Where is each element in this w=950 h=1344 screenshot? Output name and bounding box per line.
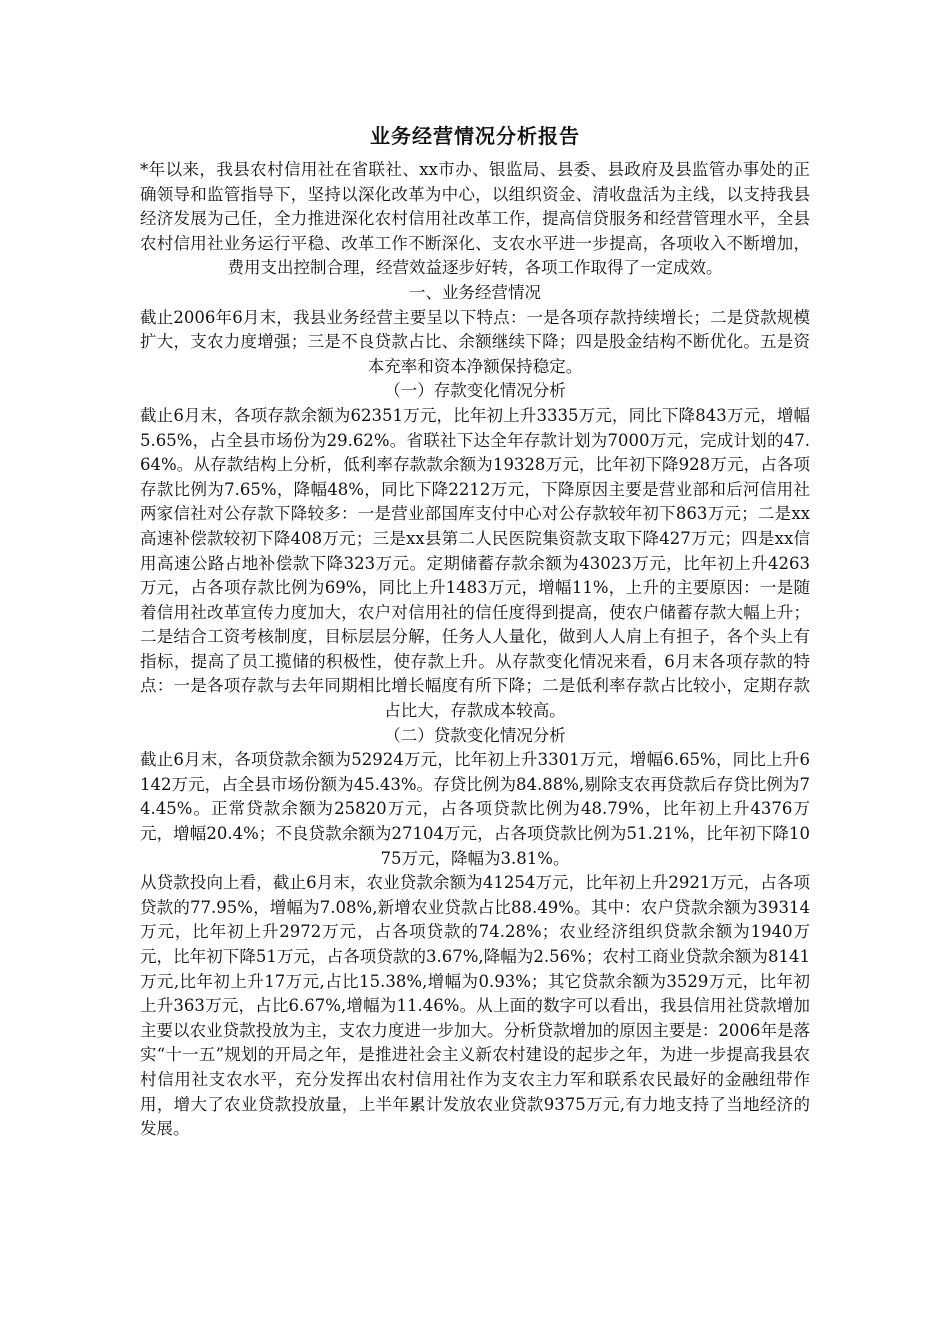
subsection-heading-deposits: （一）存款变化情况分析: [384, 381, 566, 401]
section-heading-business: 一、业务经营情况: [409, 282, 541, 302]
intro-paragraph: *年以来，我县农村信用社在省联社、xx市办、银监局、县委、县政府及县监管办事处的正确领导和监管指导下，坚持以深化改革为中心，以组织资金、清收盘活为主线，以支持我县经济发展为己任，全力推进深化农村信用社改革工作，提高信贷服务和经营管理水平，全县农村信用社业务运行平稳、改革工作不断深化、支农水平进一步提高，各项收入不断增加，费用支出控制合理，经营效益逐步好转，各项工作取得了一定成效。: [140, 160, 810, 278]
section-paragraph-business: 截止2006年6月末，我县业务经营主要呈以下特点：一是各项存款持续增长；二是贷款规模扩大，支农力度增强；三是不良贷款占比、余额继续下降；四是股金结构不断优化。五是资本充率和资本净额保持稳定。: [140, 307, 810, 376]
document-title: 业务经营情况分析报告: [370, 124, 580, 148]
subsection-paragraph-loans-summary: 截止6月末，各项贷款余额为52924万元，比年初上升3301万元，增幅6.65%，同比上升6142万元，占全县市场份额为45.43%。存贷比例为84.88%,剔除支农再贷款后存贷比例为74.45%。正常贷款余额为25820万元，占各项贷款比例为48.79%，比年初上升4376万元，增幅20.4%；不良贷款余额为27104万元，占各项贷款比例为51.21%，比年初下降1075万元，降幅为3.81%。: [140, 750, 810, 868]
subsection-paragraph-loans-allocation: 从贷款投向上看，截止6月末，农业贷款余额为41254万元，比年初上升2921万元，占各项贷款的77.95%，增幅为7.08%,新增农业贷款占比88.49%。其中：农户贷款余额为39314万元，比年初上升2972万元，占各项贷款的74.28%；农业经济组织贷款余额为1940万元，比年初下降51万元，占各项贷款的3.67%,降幅为2.56%；农村工商业贷款余额为8141万元,比年初上升17万元,占比15.38%,增幅为0.93%；其它贷款余额为3529万元，比年初上升363万元，占比6.67%,增幅为11.46%。从上面的数字可以看出，我县信用社贷款增加主要以农业贷款投放为主，支农力度进一步加大。分析贷款增加的原因主要是：2006年是落实“十一五”规划的开局之年，是推进社会主义新农村建设的起步之年，为进一步提高我县农村信用社支农水平，充分发挥出农村信用社作为支农主力军和联系农民最好的金融纽带作用，增大了农业贷款投放量，上半年累计发放农业贷款9375万元,有力地支持了当地经济的发展。: [140, 873, 810, 1139]
subsection-paragraph-deposits: 截止6月末，各项存款余额为62351万元，比年初上升3335万元，同比下降843万元，增幅5.65%，占全县市场份为29.62%。省联社下达全年存款计划为7000万元，完成计划的47.64%。从存款结构上分析，低利率存款款余额为19328万元，比年初下降928万元，占各项存款比例为7.65%，降幅48%，同比下降2212万元，下降原因主要是营业部和后河信用社两家信社对公存款下降较多：一是营业部国库支付中心对公存款较年初下863万元；二是xx高速补偿款较初下降408万元；三是xx县第二人民医院集资款支取下降427万元；四是xx信用高速公路占地补偿款下降323万元。定期储蓄存款余额为43023万元，比年初上升4263万元，占各项存款比例为69%，同比上升1483万元，增幅11%，上升的主要原因：一是随着信用社改革宣传力度加大，农户对信用社的信任度得到提高，使农户储蓄存款大幅上升；二是结合工资考核制度，目标层层分解，任务人人量化，做到人人肩上有担子，各个头上有指标，提高了员工揽储的积极性，使存款上升。从存款变化情况来看，6月末各项存款的特点：一是各项存款与去年同期相比增长幅度有所下降；二是低利率存款占比较小，定期存款占比大，存款成本较高。: [140, 405, 810, 721]
document-page: [140, 122, 810, 1142]
subsection-heading-loans: （二）贷款变化情况分析: [384, 725, 566, 745]
